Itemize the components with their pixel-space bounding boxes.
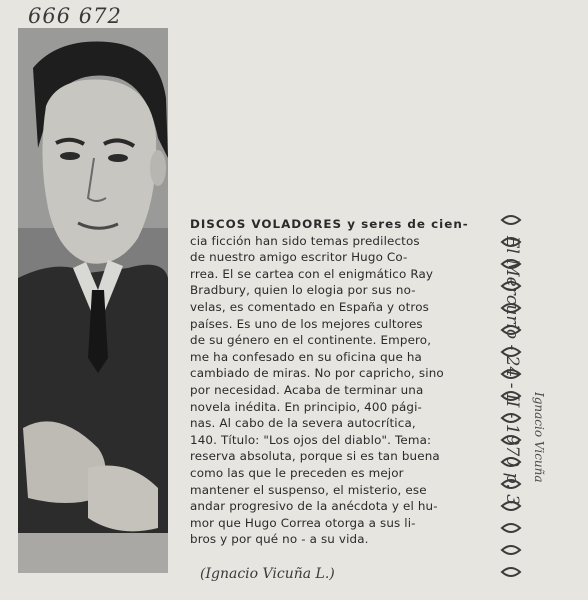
article-text [190, 216, 490, 548]
article-line: países. Es uno de los mejores cultores [190, 316, 423, 331]
article-line: novela inédita. En principio, 400 pági- [190, 399, 422, 414]
article-line: de nuestro amigo escritor Hugo Co- [190, 250, 408, 265]
article-line: por necesidad. Acaba de terminar una [190, 382, 424, 397]
article-line: velas, es comentado en España y otros [190, 299, 429, 314]
article-line: de su género en el continente. Empero, [190, 333, 432, 348]
reference-number: 666 672 [28, 4, 122, 28]
article-line: mantener el suspenso, el misterio, ese [190, 482, 427, 497]
article-line: rrea. El se cartea con el enigmático Ray [190, 266, 434, 281]
article-line: reserva absoluta, porque si es tan buena [190, 449, 440, 464]
author-photo [18, 28, 168, 573]
article-line: andar progresivo de la anécdota y el hu- [190, 499, 438, 514]
article-signature: (Ignacio Vicuña L.) [200, 566, 335, 582]
article-body [190, 216, 490, 592]
article-line: nas. Al cabo de la severa autocrítica, [190, 416, 416, 431]
article-line: bros y por qué no - a su vida. [190, 532, 369, 547]
article-line: Bradbury, quien lo elogia por sus no- [190, 283, 416, 298]
article-line: cia ficción han sido temas predilectos [190, 233, 420, 248]
article-line: DISCOS VOLADORES y seres de cien- [190, 217, 469, 231]
portrait-illustration [18, 28, 168, 573]
article-line: mor que Hugo Correa otorga a sus li- [190, 515, 416, 530]
article-line: me ha confesado en su oficina que ha [190, 349, 422, 364]
article-line: cambiado de miras. No por capricho, sino [190, 366, 444, 381]
handwritten-source-note: El Mercurio - 24 - II - 1970 p. 3 [502, 236, 522, 506]
handwritten-author-note: Ignacio Vicuña [532, 392, 546, 483]
article-line: como las que le preceden es mejor [190, 465, 404, 480]
article-line: 140. Título: "Los ojos del diablo". Tema: [190, 432, 432, 447]
